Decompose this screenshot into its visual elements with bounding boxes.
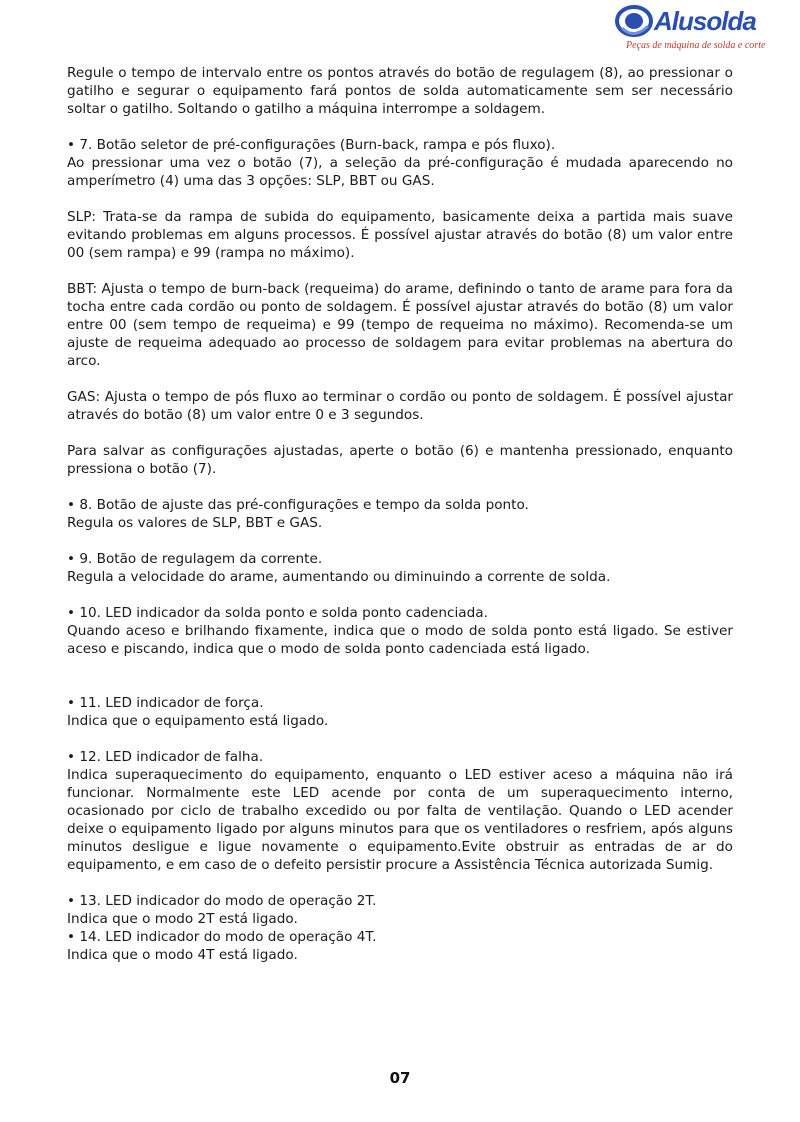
brand-logo bbox=[610, 4, 766, 56]
gas-paragraph: GAS: Ajusta o tempo de pós fluxo ao terminar o cordão ou ponto de soldagem. É possível ajustar através do botão (8) um valor entre 0 e 3 segundos. bbox=[67, 389, 733, 423]
item-7-body: Ao pressionar uma vez o botão (7), a seleção da pré-configuração é mudada aparecendo no amperímetro (4) uma das 3 opções: SLP, BBT ou GAS. bbox=[67, 155, 733, 189]
item-14-body: Indica que o modo 4T está ligado. bbox=[67, 947, 298, 963]
logo-wordmark: Alusolda bbox=[654, 6, 756, 36]
item-10-body: Quando aceso e brilhando fixamente, indica que o modo de solda ponto está ligado. Se estiver aceso e piscando, indica que o modo de solda ponto cadenciada está ligado. bbox=[67, 623, 733, 657]
item-14-title: • 14. LED indicador do modo de operação 4T. bbox=[67, 929, 377, 945]
item-9-title: • 9. Botão de regulagem da corrente. bbox=[67, 551, 323, 567]
item-8-title: • 8. Botão de ajuste das pré-configurações e tempo da solda ponto. bbox=[67, 497, 529, 513]
logo-mark-icon bbox=[614, 4, 654, 38]
item-8-body: Regula os valores de SLP, BBT e GAS. bbox=[67, 515, 323, 531]
item-13-body: Indica que o modo 2T está ligado. bbox=[67, 911, 298, 927]
item-10-title: • 10. LED indicador da solda ponto e solda ponto cadenciada. bbox=[67, 605, 488, 621]
item-7-title: • 7. Botão seletor de pré-configurações (Burn-back, rampa e pós fluxo). bbox=[67, 137, 556, 153]
item-13-title: • 13. LED indicador do modo de operação 2T. bbox=[67, 893, 377, 909]
page-number: 07 bbox=[389, 1069, 411, 1087]
item-11-body: Indica que o equipamento está ligado. bbox=[67, 713, 329, 729]
intro-paragraph: Regule o tempo de intervalo entre os pontos através do botão de regulagem (8), ao pressionar o gatilho e segurar o equipamento fará pontos de solda automaticamente sem ser necessário soltar o gatilho. Soltando o gatilho a máquina interrompe a soldagem. bbox=[67, 65, 733, 117]
save-paragraph: Para salvar as configurações ajustadas, aperte o botão (6) e mantenha pressionado, enquanto pressiona o botão (7). bbox=[67, 443, 733, 477]
slp-paragraph: SLP: Trata-se da rampa de subida do equipamento, basicamente deixa a partida mais suave evitando problemas em alguns processos. É possível ajustar através do botão (8) um valor entre 00 (sem rampa) e 99 (rampa no máximo). bbox=[67, 209, 733, 261]
item-12-title: • 12. LED indicador de falha. bbox=[67, 749, 264, 765]
bbt-paragraph: BBT: Ajusta o tempo de burn-back (requeima) do arame, definindo o tanto de arame para fora da tocha entre cada cordão ou ponto de soldagem. É possível ajustar através do botão (8) um valor entre 00 (sem tempo de requeima) e 99 (tempo de requeima no máximo). Recomenda-se um ajuste de requeima adequado ao processo de soldagem para evitar problemas na abertura do arco. bbox=[67, 281, 733, 369]
page-body bbox=[67, 64, 733, 964]
item-12-body: Indica superaquecimento do equipamento, enquanto o LED estiver aceso a máquina não irá funcionar. Normalmente este LED acende por conta de um superaquecimento interno, ocasionado por ciclo de trabalho excedido ou por falta de ventilação. Quando o LED acender deixe o equipamento ligado por alguns minutos para que os ventiladores o resfriem, após alguns minutos desligue e ligue novamente o equipamento.Evite obstruir as entradas de ar do equipamento, e em caso de o defeito persistir procure a Assistência Técnica autorizada Sumig. bbox=[67, 767, 733, 873]
item-9-body: Regula a velocidade do arame, aumentando ou diminuindo a corrente de solda. bbox=[67, 569, 611, 585]
item-11-title: • 11. LED indicador de força. bbox=[67, 695, 264, 711]
logo-tagline: Peças de máquina de solda e corte bbox=[626, 40, 766, 51]
